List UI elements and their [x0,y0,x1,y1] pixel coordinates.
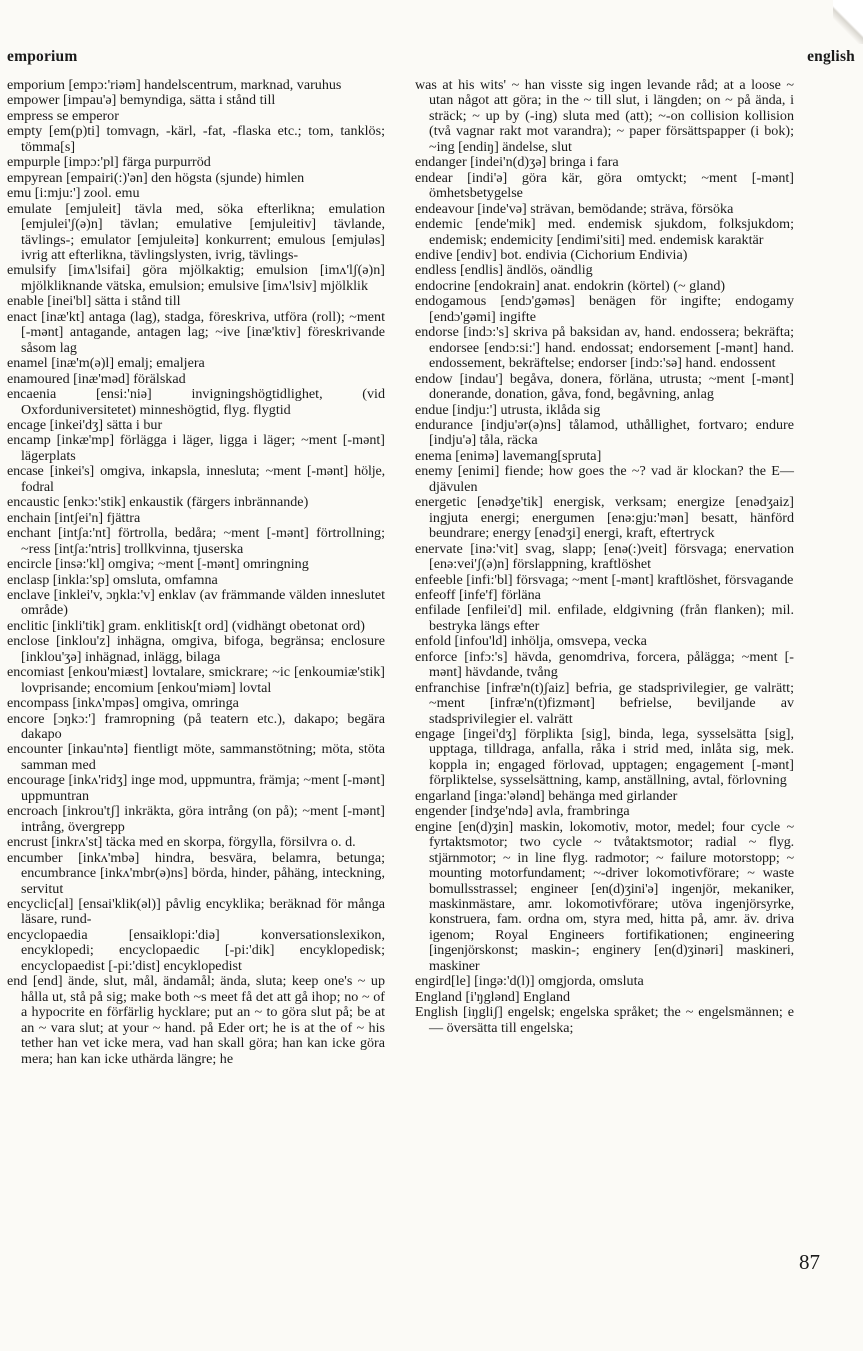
dictionary-entry: encyclic[al] [ensai'klik(əl)] påvlig encyklika; beräknad för många läsare, rund- [7,896,385,928]
dictionary-entry: enfeeble [infi:'bl] försvaga; ~ment [-mənt] kraftlöshet, försvagande [415,571,794,588]
dictionary-entry: engird[le] [ingə:'d(l)] omgjorda, omsluta [415,973,644,990]
dictionary-entry: England [i'ŋglənd] England [415,988,571,1005]
dictionary-entry: enfold [infou'ld] inhölja, omsvepa, vecka [415,633,647,650]
dictionary-entry: enamoured [inæ'məd] förälskad [7,370,186,387]
dictionary-entry: encaenia [ensi:'niə] invigningshögtidlighet, (vid Oxforduniversitetet) minneshögtid, flyg. flygtid [7,386,385,418]
dictionary-entry: encrust [inkrʌ'st] täcka med en skorpa, förgylla, försilvra o. d. [7,834,356,851]
dictionary-entry: encompass [inkʌ'mpəs] omgiva, omringa [7,695,239,712]
left-column [7,78,385,1067]
dictionary-entry: endue [indju:'] utrusta, iklåda sig [415,401,601,418]
dictionary-entry: enfeoff [infe'f] förläna [415,586,541,603]
dictionary-entry: enable [inei'bl] sätta i stånd till [7,293,181,310]
dictionary-entry: empty [em(p)ti] tomvagn, -kärl, -fat, -flaska etc.; tom, tanklös; tömma[s] [7,123,385,155]
dictionary-entry: endeavour [inde'və] strävan, bemödande; sträva, försöka [415,200,734,217]
dictionary-entry: enclose [inklou'z] inhägna, omgiva, bifoga, begränsa; enclosure [inklou'ʒə] inhägnad, inlägg, bilaga [7,633,385,665]
dictionary-entry: English [iŋgliʃ] engelsk; engelska språket; the ~ engelsmännen; e— översätta till engelska; [415,1004,794,1036]
dictionary-entry: empurple [impɔ:'pl] färga purpurröd [7,154,211,171]
dictionary-entry: endive [endiv] bot. endivia (Cichorium Endivia) [415,246,688,263]
dictionary-entry: endanger [indei'n(d)ʒə] bringa i fara [415,154,619,171]
dictionary-entry: endorse [indɔ:'s] skriva på baksidan av, hand. endossera; bekräfta; endorsee [endɔ:si:'] hand. endossat; endorsement [-mənt] hand. endossement, bekräftelse; endorser [indɔ:'sə] hand. endossent [415,324,794,372]
dictionary-entry: encase [inkei's] omgiva, inkapsla, innesluta; ~ment [-mənt] hölje, fodral [7,463,385,495]
dictionary-entry: encircle [insə:'kl] omgiva; ~ment [-mənt] omringning [7,556,309,573]
dictionary-entry: enclitic [inkli'tik] gram. enklitisk[t ord] (vidhängt obetonat ord) [7,617,365,634]
dictionary-entry: endogamous [endɔ'gəməs] benägen för ingifte; endogamy [endɔ'gəmi] ingifte [415,293,794,325]
dictionary-entry: enchant [intʃa:'nt] förtrolla, bedåra; ~ment [-mənt] förtrollning; ~ress [intʃa:'ntris] trollkvinna, tjuserska [7,525,385,557]
dictionary-entry: encroach [inkrou'tʃ] inkräkta, göra intrång (on på); ~ment [-mənt] intrång, övergrepp [7,803,385,835]
dictionary-entry: encomiast [enkou'miæst] lovtalare, smickrare; ~ic [enkoumiæ'stik] lovprisande; encomium [enkou'miəm] lovtal [7,664,385,696]
dictionary-entry: emulate [emjuleit] tävla med, söka efterlikna; emulation [emjulei'ʃ(ə)n] tävlan; emulative [emjuleitiv] tävlande, tävlings-; emulator [emjuleitə] konkurrent; emulous [emjuləs] ivrig att efterlikna, tävlingslysten, ivrig, tävlings- [7,200,385,263]
dictionary-entry: engender [indʒe'ndə] avla, frambringa [415,803,630,820]
dictionary-entry: emulsify [imʌ'lsifai] göra mjölkaktig; emulsion [imʌ'lʃ(ə)n] mjölkliknande vätska, emulsion; emulsive [imʌ'lsiv] mjölklik [7,262,385,294]
running-header [7,48,855,68]
dictionary-entry: encamp [inkæ'mp] förlägga i läger, ligga i läger; ~ment [-mənt] lägerplats [7,432,385,464]
dictionary-entry: enchain [intʃei'n] fjättra [7,509,141,526]
dictionary-entry: engage [ingei'dʒ] förplikta [sig], binda, lega, sysselsätta [sig], upptaga, tilldraga, anfalla, råka i strid med, inlåta sig, mek. koppla in; engaged förlovad, upptagen; engagement [-mənt] förpliktelse, sysselsättning, kamp, anställning, avtal, förlovning [415,726,794,789]
dictionary-entry: enamel [inæ'm(ə)l] emalj; emaljera [7,355,205,372]
dictionary-entry: encage [inkei'dʒ] sätta i bur [7,416,163,433]
folded-corner [833,0,863,44]
dictionary-entry: engarland [inga:'ələnd] behänga med girlander [415,787,678,804]
dictionary-entry: enema [enimə] lavemang[spruta] [415,447,602,464]
dictionary-entry: end [end] ände, slut, mål, ändamål; ända, sluta; keep one's ~ up hålla ut, stå på sig; make both ~s meet få det att gå ihop; no ~ of a hypocrite en förfärlig hycklare; put an ~ to göra slut på; be at an ~ vara slut; at your ~ hand. på Eder ort; he is at the of ~ his tether han vet icke mera, vad han skall göra; han kan icke göra mera; han kan icke uthärda längre; he [7,973,385,1067]
dictionary-entry: endow [indau'] begåva, donera, förläna, utrusta; ~ment [-mənt] donerande, donation, gåva, fond, begåvning, anlag [415,370,794,403]
dictionary-entry: endless [endlis] ändlös, oändlig [415,262,593,279]
dictionary-entry: was at his wits' ~ han visste sig ingen levande råd; at a loose ~ utan något att göra; in the ~ till slut, i längden; on ~ på ända, i sträck; ~ up by (-ing) sluta med (att); ~-on collision kollision (två vagnar rakt mot varandra); ~ paper försättspapper (i bok); ~ing [endiŋ] ändelse, slut [415,77,794,155]
dictionary-entry: engine [en(d)ʒin] maskin, lokomotiv, motor, medel; four cycle ~ fyrtaktsmotor; two cycle ~ tvåtaktsmotor; radial ~ flyg. stjärnmotor; ~ in line flyg. radmotor; ~ failure motorstopp; ~ mounting motorfundament; ~-driver lokomotivförare; ~ waste bomullsstrassel; engineer [en(d)ʒini'ə] ingenjör, mekaniker, maskinmästare, amr. lokomotivförare; utöva ingenjörsyrke, konstruera, fam. ordna om, styra med, hitta på, amr. äv. driva igenom; Royal Engineers fortifikationen; engineering [ingenjörskonst; maskin-; enginery [en(d)ʒinəri] maskineri, maskiner [415,818,794,974]
dictionary-entry: empyrean [empairi(:)'ən] den högsta (sjunde) himlen [7,169,305,186]
dictionary-entry: enclasp [inkla:'sp] omsluta, omfamna [7,571,218,588]
dictionary-entry: endocrine [endokrain] anat. endokrin (körtel) (~ gland) [415,277,726,294]
dictionary-entry: endear [indi'ə] göra kär, göra omtyckt; ~ment [-mənt] ömhetsbetygelse [415,169,794,202]
dictionary-entry: empress se emperor [7,107,119,124]
dictionary-entry: enact [inæ'kt] antaga (lag), stadga, föreskriva, utföra (roll); ~ment [-mənt] antagande, antagen lag; ~ive [inæ'ktiv] föreskrivande såsom lag [7,308,385,356]
dictionary-entry: emu [i:mju:'] zool. emu [7,185,140,202]
dictionary-entry: enforce [infɔ:'s] hävda, genomdriva, forcera, pålägga; ~ment [-mənt] hävdande, tvång [415,648,794,681]
dictionary-entry: endurance [indju'ər(ə)ns] tålamod, uthållighet, fortvaro; endure [indju'ə] tåla, räcka [415,416,794,449]
dictionary-entry: enemy [enimi] fiende; how goes the ~? vad är klockan? the E— djävulen [415,463,794,495]
dictionary-entry: encyclopaedia [ensaiklopi:'diə] konversationslexikon, encyklopedi; encyclopaedic [-pi:'dik] encyklopedisk; encyclopaedist [-pi:'dist] encyklopedist [7,926,385,974]
dictionary-entry: encore [ɔŋkɔ:'] framropning (på teatern etc.), dakapo; begära dakapo [7,710,385,743]
dictionary-entry: energetic [enədʒe'tik] energisk, verksam; energize [enədʒaiz] ingjuta energi; energumen [enə:gju:'mən] besatt, hänförd beundrare; energy [enədʒi] energi, kraft, eftertryck [415,494,794,542]
header-first-word: emporium [7,48,78,65]
header-last-word: english [807,48,855,65]
dictionary-entry: enervate [inə:'vit] svag, slapp; [enə(:)veit] försvaga; enervation [enə:vei'ʃ(ə)n] förslappning, kraftlöshet [415,540,794,573]
dictionary-entry: enfilade [enfilei'd] mil. enfilade, eldgivning (från flanken); mil. bestryka längs efter [415,602,794,634]
dictionary-entry: encaustic [enkɔ:'stik] enkaustik (färgers inbrännande) [7,494,309,511]
dictionary-entry: enclave [inklei'v, ɔŋkla:'v] enklav (av främmande välden inneslutet område) [7,586,385,619]
dictionary-entry: empower [impau'ə] bemyndiga, sätta i stånd till [7,92,276,109]
dictionary-entry: encounter [inkau'ntə] fientligt möte, sammanstötning; möta, stöta samman med [7,741,385,773]
right-column [415,78,794,1036]
dictionary-entry: enfranchise [infræ'n(t)ʃaiz] befria, ge stadsprivilegier, ge valrätt; ~ment [infræ'n(t)fizmənt] befrielse, beviljande av stadsprivilegier el. valrätt [415,679,794,727]
dictionary-entry: encumber [inkʌ'mbə] hindra, besvära, belamra, betunga; encumbrance [inkʌ'mbr(ə)ns] börda, hinder, påhäng, inteckning, servitut [7,849,385,897]
dictionary-entry: encourage [inkʌ'ridʒ] inge mod, uppmuntra, främja; ~ment [-mənt] uppmuntran [7,772,385,804]
dictionary-entry: endemic [ende'mik] med. endemisk sjukdom, folksjukdom; endemisk; endemicity [endimi'siti] med. endemisk karaktär [415,216,794,248]
page-number: 87 [799,1250,820,1274]
dictionary-entry: emporium [empɔ:'riəm] handelscentrum, marknad, varuhus [7,77,342,93]
